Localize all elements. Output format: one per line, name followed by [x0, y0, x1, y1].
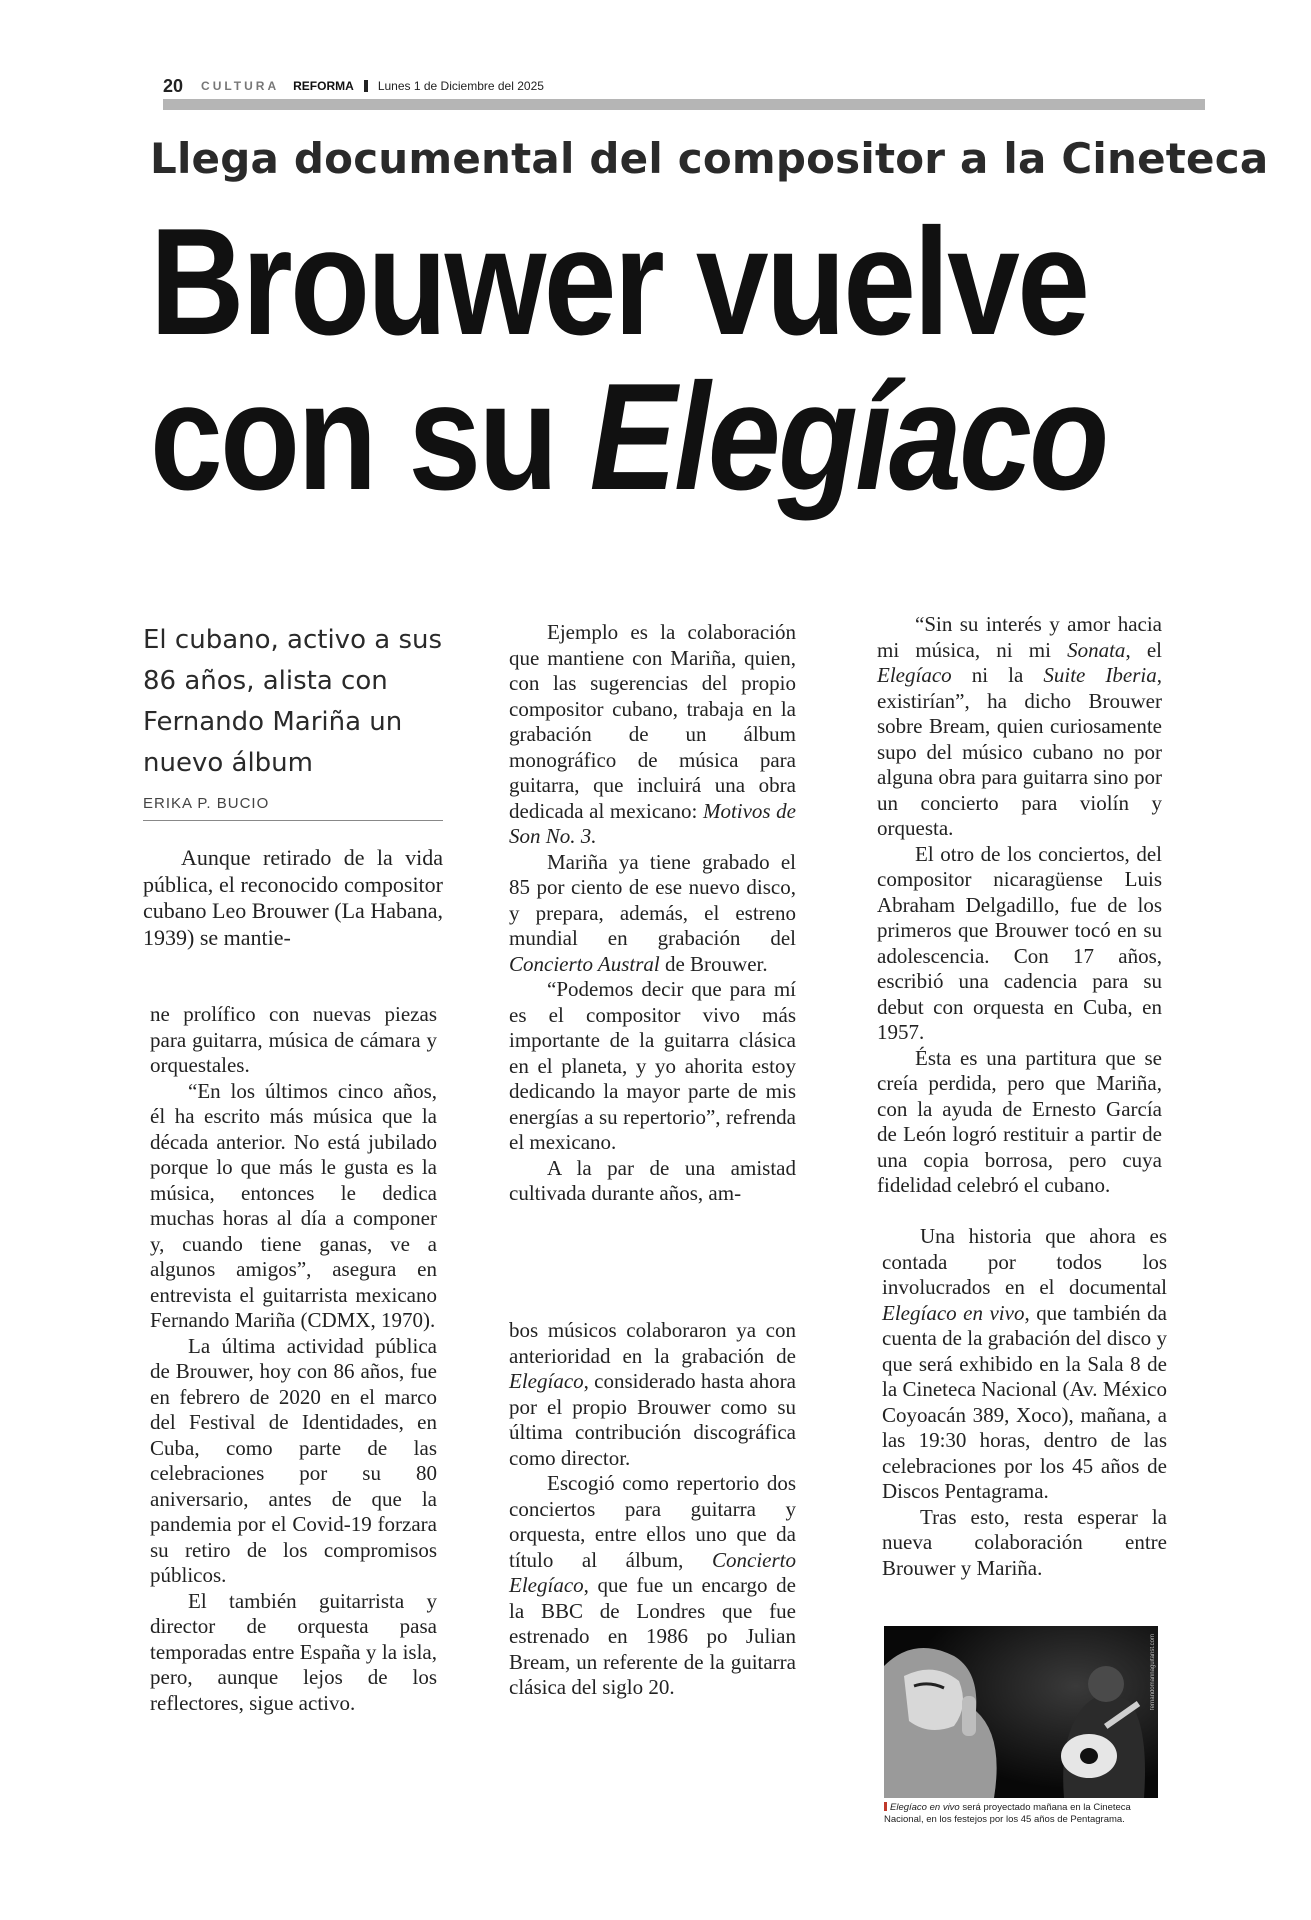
header-rule [163, 99, 1205, 110]
caption-text: será proyectado mañana en la Cineteca Nacional, en los festejos por los 45 años de Pentagrama. [884, 1802, 1131, 1825]
work-title: Suite Iberia [1043, 663, 1157, 687]
byline-rule [143, 820, 443, 821]
column-3-top [877, 612, 1162, 1199]
photo-illustration [884, 1626, 1158, 1798]
paragraph: La última actividad pública de Brouwer, hoy con 86 años, fue en febrero de 2020 en el marco del Festival de Identidades, en Cuba, como parte de las celebraciones por su 80 aniversario, antes de que la pandemia por el Covid-19 forzara su retiro de los compromisos públicos. [150, 1333, 437, 1587]
headline-line-2-italic: Elegíaco [589, 351, 1107, 522]
paragraph-text: ni la [951, 663, 1044, 687]
work-title: Concierto Elegíaco [509, 1547, 796, 1597]
caption-marker [884, 1802, 887, 1811]
paragraph-text: Mariña ya tiene grabado el 85 por ciento de ese nuevo disco, y prepara, además, el estreno mundial en grabación del [509, 849, 796, 950]
work-title: Concierto Austral [509, 951, 660, 976]
headline-line-1: Brouwer vuelve [150, 197, 1088, 367]
paragraph: ne prolífico con nuevas piezas para guitarra, música de cámara y orquestales. [150, 1002, 437, 1077]
publication-name: REFORMA [293, 79, 354, 93]
paragraph: “Podemos decir que para mí es el compositor vivo más importante de la guitarra clásica en el planeta, y yo ahorita estoy dedicando la mayor parte de mis energías a su repertorio”, refrenda el mexicano. [509, 977, 796, 1154]
photo-brouwer-marina [884, 1626, 1158, 1798]
caption-title: Elegíaco en vivo [890, 1802, 960, 1813]
column-2-bottom [509, 1318, 796, 1701]
paragraph-text: , que también da cuenta de la grabación del disco y que será exhibido en la Sala 8 de la Cineteca Nacional (Av. México Coyoacán 389, Xoco), mañana, a las 19:30 horas, dentro de las celebraciones por los 45 años de Discos Pentagrama. [882, 1300, 1167, 1503]
paragraph [509, 1471, 796, 1701]
work-title: Elegíaco en vivo [882, 1300, 1025, 1325]
paragraph-text: , el [1125, 637, 1163, 662]
work-title: Motivos de Son No. 3. [509, 798, 796, 848]
headline-line-2 [150, 351, 1107, 522]
headline-line-2-plain: con su [150, 351, 590, 522]
paragraph [882, 1224, 1167, 1505]
paragraph: A la par de una amistad cultivada durante años, am- [509, 1155, 796, 1205]
work-title: Elegíaco [509, 1369, 584, 1393]
paragraph-text: Una historia que ahora es contada por todos los involucrados en el documental [882, 1224, 1167, 1299]
kicker: Llega documental del compositor a la Cineteca [150, 134, 1269, 183]
paragraph: El también guitarrista y director de orquesta pasa temporadas entre España y la isla, pero, aunque lejos de los reflectores, sigue activo. [150, 1588, 437, 1715]
section-name: CULTURA [201, 79, 280, 93]
paragraph-text: “Sin su interés y amor hacia mi música, ni mi [877, 612, 1162, 662]
paragraph: Tras esto, resta esperar la nueva colaboración entre Brouwer y Mariña. [882, 1504, 1167, 1580]
column-1-lead [143, 845, 443, 951]
paragraph-text: Ejemplo es la colaboración que mantiene con Mariña, quien, con las sugerencias del propio compositor cubano, trabaja en la grabación de un álbum monográfico de música para guitarra, que incluirá una obra dedicada al mexicano: [509, 620, 796, 823]
paragraph-text: , que fue un encargo de la BBC de Londres que fue estrenado en 1986 po Julian Bream, un referente de la guitarra clásica del siglo 20. [509, 1573, 796, 1699]
paragraph [509, 1318, 796, 1471]
paragraph: Ésta es una partitura que se creía perdida, pero que Mariña, con la ayuda de Ernesto García de León logró restituir a partir de una copia borrosa, pero cuya fidelidad celebró el cubano. [877, 1045, 1162, 1197]
page-folio [163, 76, 544, 96]
paragraph-text: , existirían”, ha dicho Brouwer sobre Bream, quien curiosamente supo del músico cubano no por alguna obra para guitarra sino por un concierto para violín y orquesta. [877, 663, 1162, 840]
work-title: Sonata [1067, 637, 1126, 662]
paragraph-text: Escogió como repertorio dos conciertos para guitarra y orquesta, entre ellos uno que da título al álbum, [509, 1471, 796, 1572]
column-1-body [150, 1002, 437, 1716]
column-3-bottom [882, 1224, 1167, 1581]
photo-caption [884, 1802, 1160, 1826]
page-number: 20 [163, 75, 184, 96]
deck: El cubano, activo a sus 86 años, alista con Fernando Mariña un nuevo álbum [143, 625, 443, 778]
paragraph [509, 620, 796, 850]
paragraph [877, 612, 1162, 842]
work-title: Elegíaco [877, 663, 952, 687]
paragraph-text: bos músicos colaboraron ya con anterioridad en la grabación de [509, 1318, 796, 1368]
paragraph: “En los últimos cinco años, él ha escrito más música que la década anterior. No está jubilado porque lo que más le gusta es la música, entonces le dedica muchas horas al día a componer y, cuando tiene ganas, ve a algunos amigos”, asegura en entrevista el guitarrista mexicano Fernando Mariña (CDMX, 1970). [150, 1078, 437, 1332]
folio-separator [364, 80, 368, 92]
photo-credit: fernandomarinaguitarist.com [1150, 1634, 1156, 1711]
headline [150, 197, 1210, 522]
paragraph [509, 850, 796, 978]
issue-date: Lunes 1 de Diciembre del 2025 [377, 79, 544, 93]
paragraph-text: de Brouwer. [659, 951, 768, 976]
column-2-top [509, 620, 796, 1207]
paragraph: El otro de los conciertos, del compositor nicaragüense Luis Abraham Delgadillo, fue de los primeros que Brouwer tocó en su adolescencia. Con 17 años, escribió una cadencia para su debut con orquesta en Cuba, en 1957. [877, 841, 1162, 1044]
paragraph: Aunque retirado de la vida pública, el reconocido compositor cubano Leo Brouwer (La Habana, 1939) se mantie- [143, 845, 443, 950]
paragraph-text: , considerado hasta ahora por el propio Brouwer como su última contribución discográfica como director. [509, 1369, 796, 1470]
byline: ERIKA P. BUCIO [143, 795, 270, 812]
